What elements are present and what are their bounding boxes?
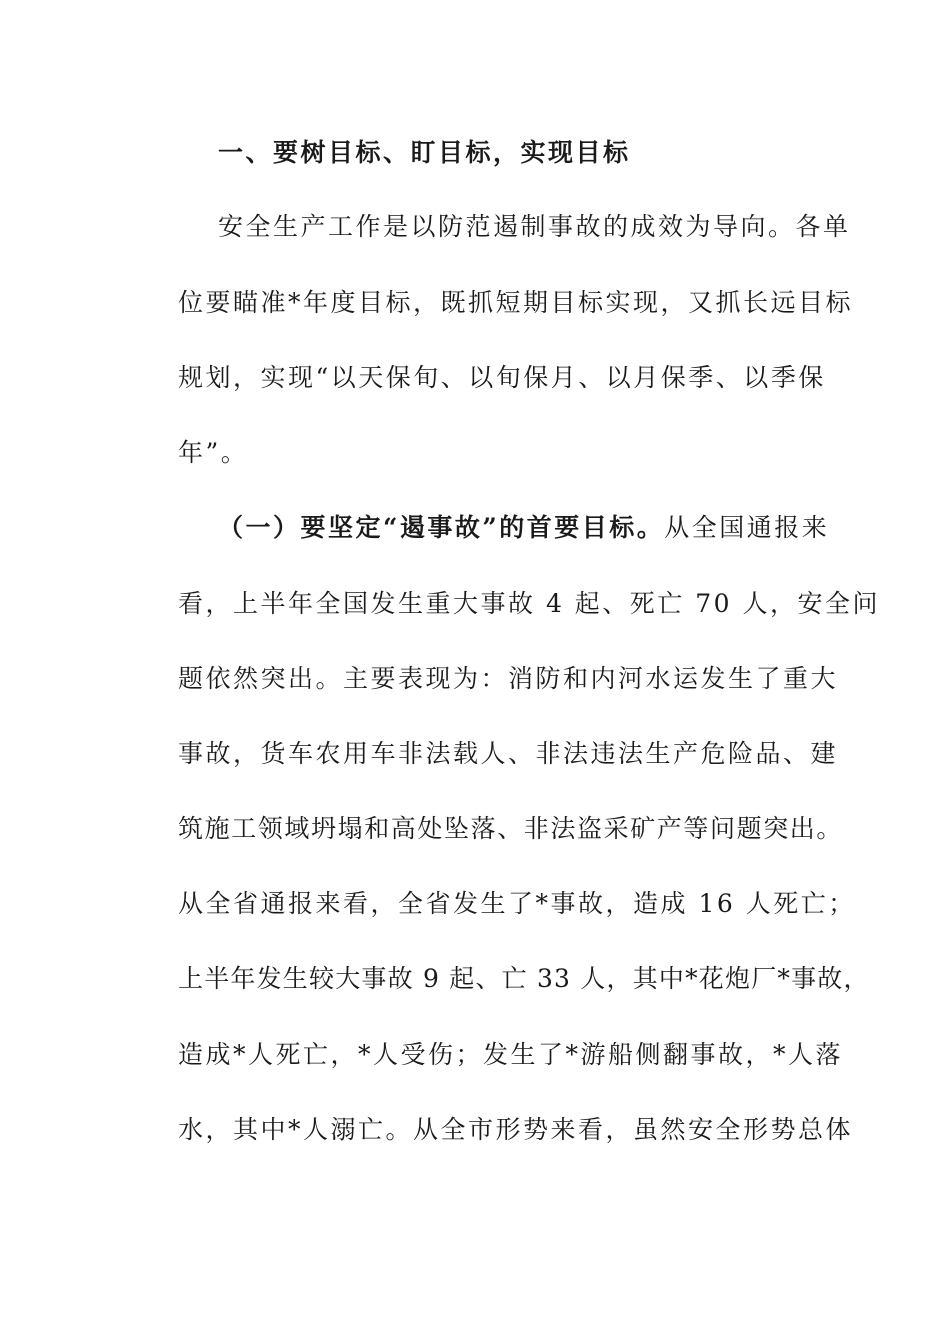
- paragraph-line: 位要瞄准*年度目标，既抓短期目标实现，又抓长远目标: [178, 288, 854, 317]
- paragraph-line: 题依然突出。主要表现为：消防和内河水运发生了重大: [178, 664, 839, 693]
- sub-heading: （一）要坚定“遏事故”的首要目标。: [218, 513, 665, 542]
- paragraph-line: 看，上半年全国发生重大事故 4 起、死亡 70 人，安全问: [178, 589, 881, 618]
- paragraph-line: 筑施工领域坍塌和高处坠落、非法盗采矿产等问题突出。: [178, 814, 844, 843]
- paragraph-line: 事故，货车农用车非法载人、非法违法生产危险品、建: [178, 739, 839, 768]
- paragraph-line: 从全省通报来看，全省发生了*事故，造成 16 人死亡；: [178, 889, 856, 918]
- paragraph-line: 水，其中*人溺亡。从全市形势来看，虽然安全形势总体: [178, 1115, 854, 1144]
- paragraph-line: 造成*人死亡，*人受伤；发生了*游船侧翻事故，*人落: [178, 1040, 844, 1069]
- paragraph-line: 上半年发生较大事故 9 起、亡 33 人，其中*花炮厂*事故，: [178, 964, 870, 993]
- paragraph-line: 规划，实现“以天保旬、以旬保月、以月保季、以季保: [178, 363, 826, 392]
- paragraph-first-line: [218, 512, 868, 544]
- paragraph-line: 年”。: [178, 438, 249, 467]
- section-heading: 一、要树目标、盯目标，实现目标: [218, 138, 631, 167]
- sub-heading-continuation: 从全国通报来: [664, 513, 830, 542]
- paragraph-line: 安全生产工作是以防范遏制事故的成效为导向。各单: [218, 212, 851, 241]
